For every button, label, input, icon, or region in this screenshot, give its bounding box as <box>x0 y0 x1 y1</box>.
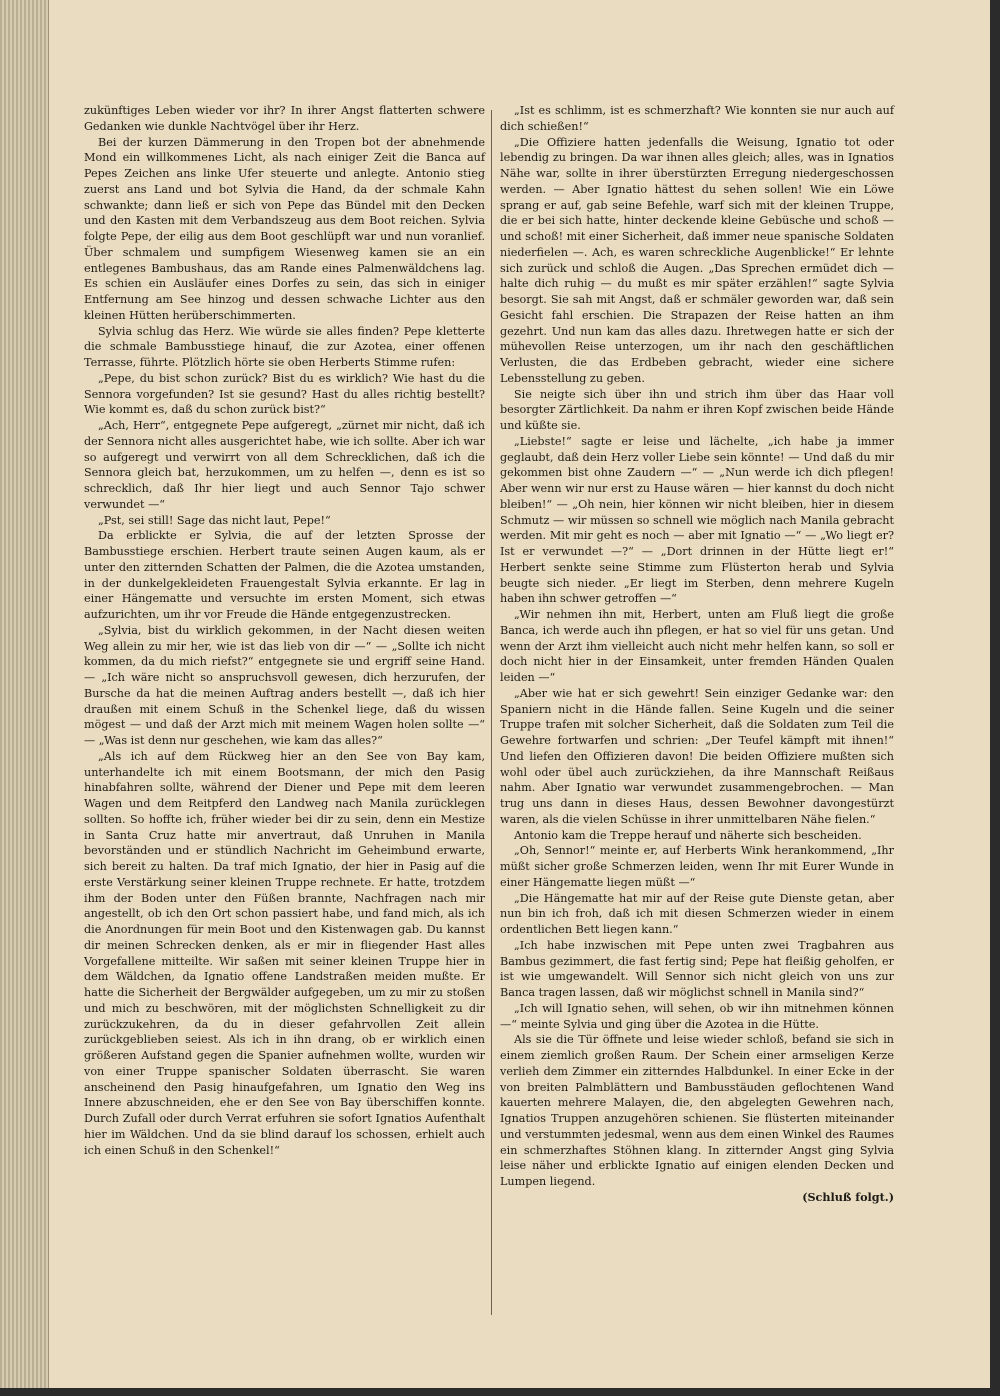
paragraph: „Als ich auf dem Rückweg hier an den See von Bay kam, unterhandelte ich mit einem Bootsmann, der mich den Pasig hinabfahren sollte, während der Diener und Pepe mit dem leeren Wagen und dem Reitpferd den Landweg nach Manila zurücklegen sollten. So hoffte ich, früher wieder bei dir zu sein, denn ein Mestize in Santa Cruz hatte mir anvertraut, daß Unruhen in Manila bevorständen und er stündlich Nachricht im Geheimbund erwarte, sich bereit zu halten. Da traf mich Ignatio, der hier in Pasig auf die erste Verstärkung seiner kleinen Truppe rechnete. Er hatte, trotzdem ihm der Boden unter den Füßen brannte, Nachfragen nach mir angestellt, ob ich den Ort schon passiert habe, und fand mich, als ich die Anordnungen für mein Boot und den Kistenwagen gab. Du kannst dir meinen Schrecken denken, als er mir in fliegender Hast alles Vorgefallene mitteilte. Wir saßen mit seiner kleinen Truppe hier in dem Wäldchen, da Ignatio offene Landstraßen meiden mußte. Er hatte die Sicherheit der Bergwälder aufgegeben, um zu mir zu stoßen und mich zu beschwören, mit der möglichsten Schnelligkeit zu dir zurückzukehren, da du in dieser gefahrvollen Zeit allein zurückgeblieben seiest. Als ich in ihn drang, ob er wirklich einen größeren Aufstand gegen die Spanier aufnehmen wollte, wurden wir von einer Truppe spanischer Soldaten überrascht. Sie waren anscheinend den Pasig hinaufgefahren, um Ignatio den Weg ins Innere abzuschneiden, ehe er den See von Bay überschiffen konnte. Durch Zufall oder durch Verrat erfuhren sie sofort Ignatios Aufenthalt hier im Wäldchen. Und da sie blind darauf los schossen, erhielt auch ich einen Schuß in den Schenkel!“ <box>84 749 485 1157</box>
paragraph: „Ich habe inzwischen mit Pepe unten zwei Tragbahren aus Bambus gezimmert, die fast fertig sind; Pepe hat fleißig geholfen, er ist wie umgewandelt. Will Sennor sich nicht gleich von uns zur Banca tragen lassen, daß wir möglichst schnell in Manila sind?“ <box>500 938 894 999</box>
paragraph: Sie neigte sich über ihn und strich ihm über das Haar voll besorgter Zärtlichkeit. Da nahm er ihren Kopf zwischen beide Hände und küßte sie. <box>500 387 894 432</box>
paragraph: „Die Hängematte hat mir auf der Reise gute Dienste getan, aber nun bin ich froh, daß ich mit diesen Schmerzen wieder in einem ordentlichen Bett liegen kann.“ <box>500 891 894 936</box>
paragraph: „Ist es schlimm, ist es schmerzhaft? Wie konnten sie nur auch auf dich schießen!“ <box>500 104 894 133</box>
column-divider <box>491 110 492 1315</box>
to-be-continued-note: (Schluß folgt.) <box>802 1189 894 1204</box>
paragraph: Bei der kurzen Dämmerung in den Tropen bot der abnehmende Mond ein willkommenes Licht, als nach einiger Zeit die Banca auf Pepes Zeichen ans linke Ufer steuerte und anlegte. Antonio stieg zuerst ans Land und bot Sylvia die Hand, da der schmale Kahn schwankte; dann ließ er sich von Pepe das Bündel mit den Decken und den Kasten mit dem Verbandszeug aus dem Boot reichen. Sylvia folgte Pepe, der eilig aus dem Boot geschlüpft war und nun voranlief. Über schmalem und sumpfigem Wiesenweg kamen sie an ein entlegenes Bambushaus, das am Rande eines Palmenwäldchens lag. Es schien ein Ausläufer eines Dorfes zu sein, das sich in einiger Entfernung am See hinzog und dessen schwache Lichter aus den kleinen Hütten herüberschimmerten. <box>84 135 485 322</box>
paragraph: „Aber wie hat er sich gewehrt! Sein einziger Gedanke war: den Spaniern nicht in die Hände fallen. Seine Kugeln und die seiner Truppe trafen mit solcher Sicherheit, daß die Soldaten zum Teil die Gewehre fortwarfen und schrien: „Der Teufel kämpft mit ihnen!“ Und liefen den Offizieren davon! Die beiden Offiziere mußten sich wohl oder übel auch zurückziehen, da ihre Mannschaft Reißaus nahm. Aber Ignatio war verwundet zusammengebrochen. — Man trug uns dann in dieses Haus, dessen Bewohner davongestürzt waren, als die vielen Schüsse in ihrer unmittelbaren Nähe fielen.“ <box>500 686 894 826</box>
paragraph: „Oh, Sennor!“ meinte er, auf Herberts Wink herankommend, „Ihr müßt sicher große Schmerzen leiden, wenn Ihr mit Eurer Wunde in einer Hängematte liegen müßt —“ <box>500 844 894 889</box>
paragraph: „Sylvia, bist du wirklich gekommen, in der Nacht diesen weiten Weg allein zu mir her, wie ist das lieb von dir —“ — „Sollte ich nicht kommen, da du mich riefst?“ entgegnete sie und ergriff seine Hand. — „Ich wäre nicht so anspruchsvoll gewesen, dich herzurufen, der Bursche da hat die meinen Auftrag anders bestellt —, daß ich hier draußen mit einem Schuß in the Schenkel liege, daß du wissen mögest — und daß der Arzt mich mit meinem Wagen holen sollte —“ — „Was ist denn nur geschehen, wie kam das alles?“ <box>84 623 485 747</box>
paragraph: Antonio kam die Treppe herauf und näherte sich bescheiden. <box>514 828 862 842</box>
paragraph: „Liebste!“ sagte er leise und lächelte, „ich habe ja immer geglaubt, daß dein Herz voller Liebe sein könnte! — Und daß du mir gekommen bist ohne Zaudern —“ — „Nun werde ich dich pflegen! Aber wenn wir nur erst zu Hause wären — hier kannst du doch nicht bleiben!“ — „Oh nein, hier können wir nicht bleiben, hier in diesem Schmutz — wir müssen so schnell wie möglich nach Manila gebracht werden. Mit mir geht es noch — aber mit Ignatio —“ — „Wo liegt er? Ist er verwundet —?“ — „Dort drinnen in der Hütte liegt er!“ Herbert senkte seine Stimme zum Flüsterton herab und Sylvia beugte sich nieder. „Er liegt im Sterben, denn mehrere Kugeln haben ihn schwer getroffen —“ <box>500 434 894 606</box>
paragraph: „Pst, sei still! Sage das nicht laut, Pepe!“ <box>98 513 331 527</box>
paragraph: „Ach, Herr“, entgegnete Pepe aufgeregt, „zürnet mir nicht, daß ich der Sennora nicht alles ausgerichtet habe, wie ich sollte. Aber ich war so aufgeregt und verwirrt von all dem Schrecklichen, daß ich die Sennora gleich bat, herzukommen, um zu helfen —, denn es ist so schrecklich, daß Ihr hier liegt und auch Sennor Tajo schwer verwundet —“ <box>84 419 485 511</box>
page-binding-edge <box>0 0 49 1396</box>
text-column-left <box>84 103 485 1158</box>
paragraph: „Wir nehmen ihn mit, Herbert, unten am Fluß liegt die große Banca, ich werde auch ihn pflegen, er hat so viel für uns getan. Und wenn der Arzt ihm vielleicht auch nicht mehr helfen kann, so soll er doch nicht hier in der Einsamkeit, unter fremden Händen Qualen leiden —“ <box>500 608 894 684</box>
paragraph: „Die Offiziere hatten jedenfalls die Weisung, Ignatio tot oder lebendig zu bringen. Da war ihnen alles gleich; alles, was in Ignatios Nähe war, sollte in ihrer überstürzten Erregung niedergeschossen werden. — Aber Ignatio hättest du sehen sollen! Wie ein Löwe sprang er auf, gab seine Befehle, warf sich mit der kleinen Truppe, die er bei sich hatte, hinter deckende kleine Gebüsche und schoß — und schoß! mit einer Sicherheit, daß immer neue spanische Soldaten niederfielen —. Ach, es waren schreckliche Augenblicke!“ Er lehnte sich zurück und schloß die Augen. „Das Sprechen ermüdet dich — halte dich ruhig — du mußt es mir später erzählen!“ sagte Sylvia besorgt. Sie sah mit Angst, daß er schmäler geworden war, daß sein Gesicht fahl erschien. Die Strapazen der Reise hatten an ihm gezehrt. Und nun kam das alles dazu. Ihretwegen hatte er sich der mühevollen Reise unterzogen, um ihr nach den geschäftlichen Verlusten, die das Erdbeben gebracht, wieder eine sichere Lebensstellung zu geben. <box>500 135 894 385</box>
paragraph: zukünftiges Leben wieder vor ihr? In ihrer Angst flatterten schwere Gedanken wie dunkle Nachtvögel über ihr Herz. <box>84 104 485 133</box>
paragraph: Da erblickte er Sylvia, die auf der letzten Sprosse der Bambusstiege erschien. Herbert traute seinen Augen kaum, als er unter den zitternden Schatten der Palmen, die die Azotea umstanden, in der dunkelgekleideten Frauengestalt Sylvia erkannte. Er lag in einer Hängematte und versuchte im ersten Moment, sich etwas aufzurichten, um ihr vor Freude die Hände entgegenzustrecken. <box>84 529 485 621</box>
paragraph: Sylvia schlug das Herz. Wie würde sie alles finden? Pepe kletterte die schmale Bambusstiege hinauf, die zur Azotea, einer offenen Terrasse, führte. Plötzlich hörte sie oben Herberts Stimme rufen: <box>84 324 485 369</box>
paragraph: „Ich will Ignatio sehen, will sehen, ob wir ihn mitnehmen können —“ meinte Sylvia und ging über die Azotea in die Hütte. <box>500 1001 894 1031</box>
paragraph: Als sie die Tür öffnete und leise wieder schloß, befand sie sich in einem ziemlich großen Raum. Der Schein einer armseligen Kerze verlieh dem Zimmer ein zitterndes Halbdunkel. In einer Ecke in der von breiten Palmblättern und Bambusstäuden geflochtenen Wand kauerten mehrere Malayen, die, den abgelegten Gewehren nach, Ignatios Truppen anzugehören schienen. Sie flüsterten miteinander und verstummten jedesmal, wenn aus dem einen Winkel des Raumes ein schmerzhaftes Stöhnen klang. In zitternder Angst ging Sylvia leise näher und erblickte Ignatio auf einigen elenden Decken und Lumpen liegend. <box>500 1033 894 1188</box>
text-column-right <box>500 103 894 1206</box>
page-bottom-shadow <box>0 1388 1000 1396</box>
paragraph: „Pepe, du bist schon zurück? Bist du es wirklich? Wie hast du die Sennora vorgefunden? Ist sie gesund? Hast du alles richtig bestellt? Wie kommt es, daß du schon zurück bist?“ <box>84 371 485 417</box>
page-right-shadow <box>990 0 1000 1396</box>
